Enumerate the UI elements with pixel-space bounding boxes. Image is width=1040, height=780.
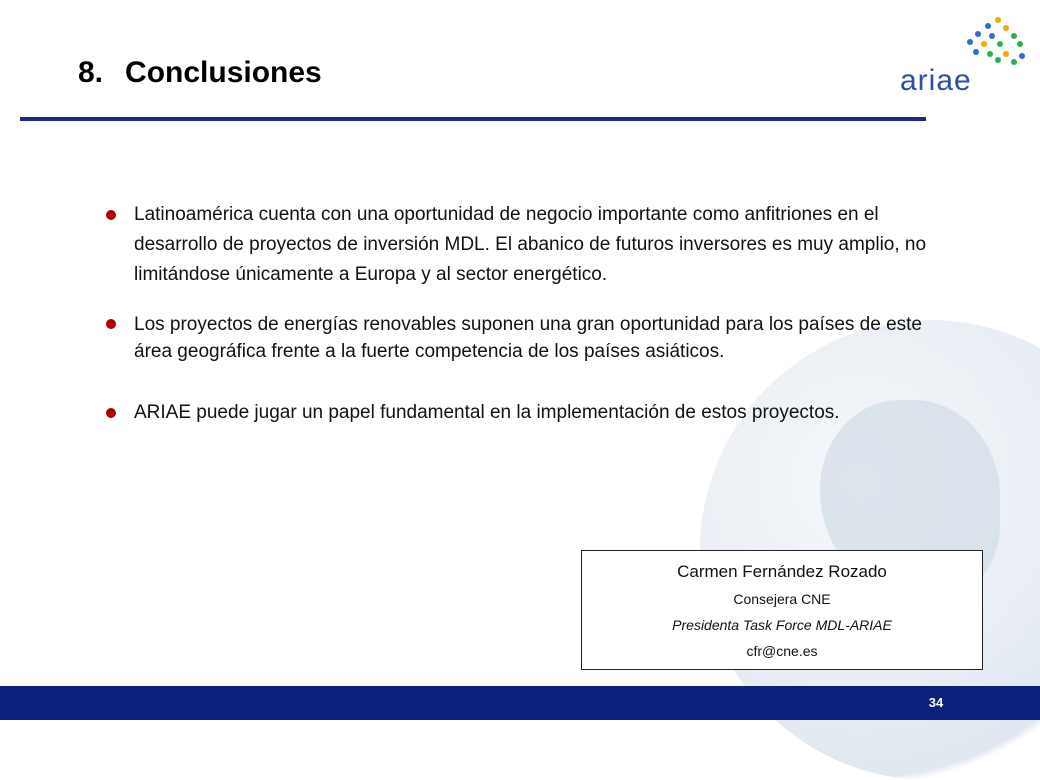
page-number: 34 (928, 695, 944, 710)
list-item-text: Latinoamérica cuenta con una oportunidad de negocio importante como anfitriones en el desarrollo de proyectos de inversión MDL. El abanico de futuros inversores es muy amplio, no limitándose únicamente a Europa y al sector energético. (134, 204, 927, 285)
conclusions-list (102, 200, 942, 428)
logo-text: ariae (900, 64, 972, 97)
signature-position: Consejera CNE (733, 591, 831, 607)
signature-box (581, 550, 983, 670)
list-item (102, 311, 942, 365)
signature-email: cfr@cne.es (746, 643, 818, 659)
slide-title-text: Conclusiones (125, 56, 322, 89)
list-item (102, 398, 942, 428)
bullet-dot-icon (106, 408, 116, 418)
list-item-text: Los proyectos de energías renovables suponen una gran oportunidad para los países de este área geográfica frente a la fuerte competencia de los países asiáticos. (134, 314, 922, 362)
list-item (102, 200, 942, 290)
slide-title (78, 56, 322, 90)
logo-dots-icon (880, 12, 1030, 72)
ariae-logo (880, 12, 1030, 102)
list-item-text: ARIAE puede jugar un papel fundamental en la implementación de estos proyectos. (134, 402, 840, 423)
footer-bar (0, 686, 1040, 720)
bullet-dot-icon (106, 210, 116, 220)
signature-role: Presidenta Task Force MDL-ARIAE (672, 617, 892, 633)
signature-name: Carmen Fernández Rozado (677, 562, 887, 581)
title-underline (20, 117, 926, 121)
bullet-dot-icon (106, 319, 116, 329)
slide-title-number: 8. (78, 56, 104, 89)
